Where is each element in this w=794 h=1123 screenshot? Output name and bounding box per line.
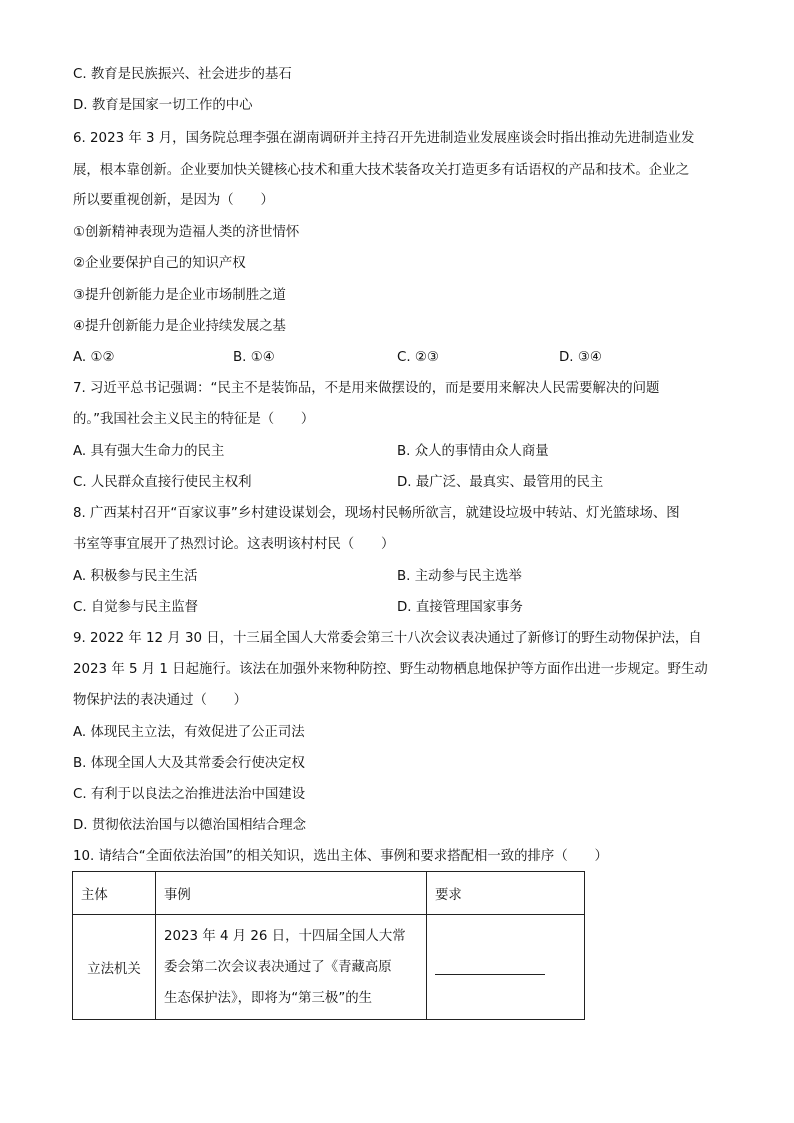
q7-option-b: B. 众人的事情由众人商量 [397, 444, 549, 459]
row-case-line-2: 委会第二次会议表决通过了《青藏高原 [164, 959, 392, 975]
q5-option-c: C. 教育是民族振兴、社会进步的基石 [73, 67, 292, 82]
q6-stem-line-1: 6. 2023 年 3 月，国务院总理李强在湖南调研并主持召开先进制造业发展座谈会时指出推动先进制造业发 [73, 131, 695, 146]
q9-stem-line-3: 物保护法的表决通过（ ） [73, 693, 248, 708]
q8-stem-line-1: 8. 广西某村召开“百家议事”乡村建设谋划会，现场村民畅所欲言，就建设垃圾中转站、灯光篮球场、图 [73, 506, 680, 521]
header-subject: 主体 [73, 872, 156, 915]
q8-stem-line-2: 书室等事宜展开了热烈讨论。这表明该村村民（ ） [73, 537, 395, 552]
q9-option-d: D. 贯彻依法治国与以德治国相结合理念 [73, 818, 307, 833]
q9-option-a: A. 体现民主立法，有效促进了公正司法 [73, 725, 305, 740]
q8-option-b: B. 主动参与民主选举 [397, 569, 522, 584]
q10-table [72, 871, 585, 1020]
q9-option-b: B. 体现全国人大及其常委会行使决定权 [73, 756, 305, 771]
q6-statement-4: ④提升创新能力是企业持续发展之基 [73, 319, 286, 334]
header-requirement: 要求 [427, 872, 585, 915]
q6-stem-line-2: 展，根本靠创新。企业要加快关键核心技术和重大技术装备攻关打造更多有话语权的产品和技术。企业之 [73, 163, 689, 178]
table-header-row [73, 872, 585, 915]
q6-stem-line-3: 所以要重视创新，是因为（ ） [73, 193, 274, 208]
q7-stem-line-1: 7. 习近平总书记强调：“民主不是装饰品，不是用来做摆设的，而是要用来解决人民需要解决的问题 [73, 381, 660, 396]
q9-stem-line-2: 2023 年 5 月 1 日起施行。该法在加强外来物种防控、野生动物栖息地保护等方面作出进一步规定。野生动 [73, 662, 708, 677]
q8-option-c: C. 自觉参与民主监督 [73, 600, 198, 615]
q6-option-d: D. ③④ [559, 350, 602, 365]
q6-statement-1: ①创新精神表现为造福人类的济世情怀 [73, 225, 300, 240]
row-case-line-3: 生态保护法》，即将为“第三极”的生 [164, 990, 373, 1006]
q6-statement-3: ③提升创新能力是企业市场制胜之道 [73, 288, 286, 303]
q10-stem: 10. 请结合“全面依法治国”的相关知识，选出主体、事例和要求搭配相一致的排序（ ） [73, 849, 608, 864]
answer-blank[interactable] [435, 960, 545, 975]
q7-stem-line-2: 的。”我国社会主义民主的特征是（ ） [73, 412, 315, 427]
row-requirement [427, 915, 585, 1020]
q6-option-a: A. ①② [73, 350, 115, 365]
q6-option-c: C. ②③ [397, 350, 439, 365]
row-subject: 立法机关 [73, 915, 156, 1020]
q8-option-a: A. 积极参与民主生活 [73, 569, 198, 584]
q6-option-b: B. ①④ [233, 350, 275, 365]
q8-option-d: D. 直接管理国家事务 [397, 600, 523, 615]
q5-option-d: D. 教育是国家一切工作的中心 [73, 98, 253, 113]
q9-option-c: C. 有利于以良法之治推进法治中国建设 [73, 787, 306, 802]
q7-option-c: C. 人民群众直接行使民主权利 [73, 475, 252, 490]
header-case: 事例 [156, 872, 427, 915]
row-case-line-1: 2023 年 4 月 26 日，十四届全国人大常 [164, 928, 406, 944]
table-row [73, 915, 585, 1020]
q7-option-d: D. 最广泛、最真实、最管用的民主 [397, 475, 604, 490]
q7-option-a: A. 具有强大生命力的民主 [73, 444, 225, 459]
q6-statement-2: ②企业要保护自己的知识产权 [73, 256, 246, 271]
row-case [156, 915, 427, 1020]
q9-stem-line-1: 9. 2022 年 12 月 30 日，十三届全国人大常委会第三十八次会议表决通过了新修订的野生动物保护法，自 [73, 631, 702, 646]
